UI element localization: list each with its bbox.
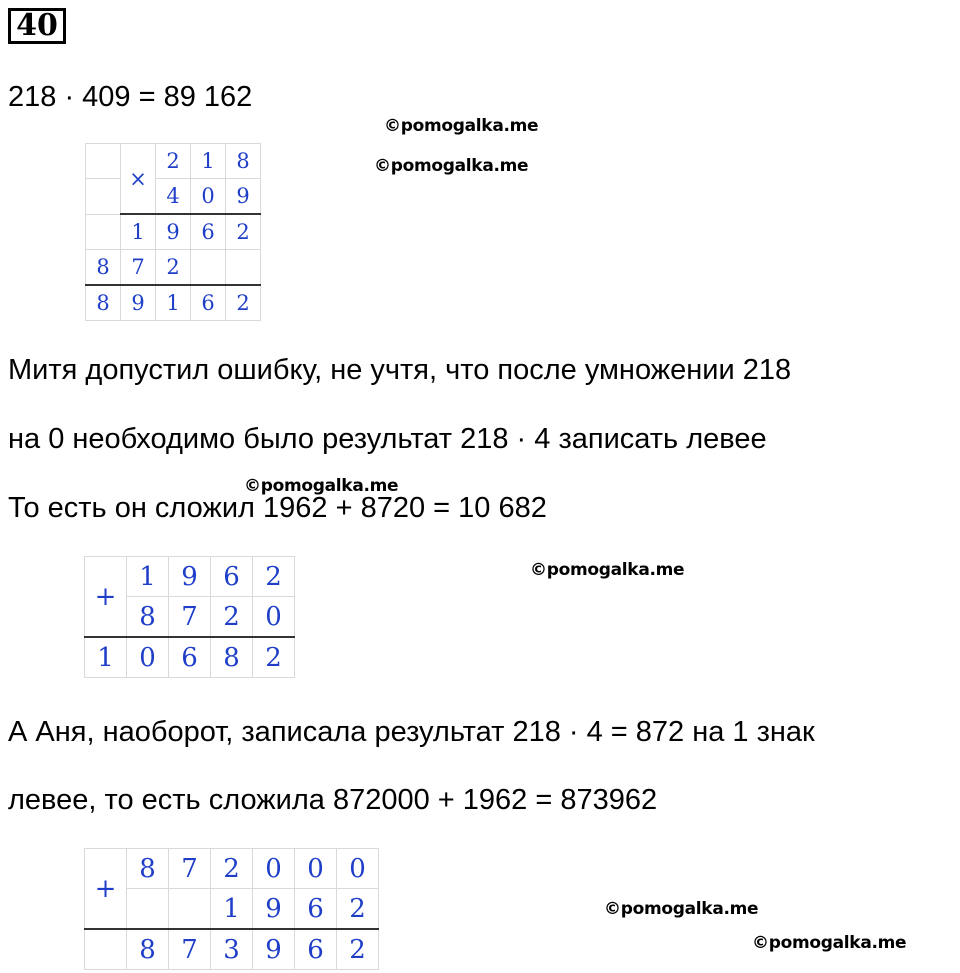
grid-cell: 8 xyxy=(127,849,169,889)
result-cell: 8 xyxy=(86,285,121,321)
mitya-addition-grid xyxy=(84,556,295,678)
result-cell: 8 xyxy=(211,637,253,678)
grid-cell: 0 xyxy=(253,597,295,638)
grid-cell: 9 xyxy=(156,214,191,250)
grid-cell: 6 xyxy=(191,214,226,250)
plus-operator: + xyxy=(85,557,127,638)
anya-addition-grid xyxy=(84,848,379,970)
result-cell: 6 xyxy=(169,637,211,678)
result-cell: 2 xyxy=(253,637,295,678)
multiplication-grid xyxy=(85,143,261,321)
grid-cell: 9 xyxy=(169,557,211,597)
grid-cell: 2 xyxy=(156,144,191,179)
grid-cell: 6 xyxy=(295,889,337,930)
watermark-2: ©pomogalka.me xyxy=(374,156,529,176)
grid-cell xyxy=(191,250,226,286)
grid-cell: 8 xyxy=(86,250,121,286)
result-cell: 6 xyxy=(191,285,226,321)
grid-cell xyxy=(127,889,169,930)
grid-cell: 8 xyxy=(226,144,261,179)
grid-cell: 9 xyxy=(226,179,261,215)
grid-cell: 0 xyxy=(191,179,226,215)
result-cell: 7 xyxy=(169,929,211,970)
equation-line: 218 · 409 = 89 162 xyxy=(8,81,253,113)
grid-cell: 7 xyxy=(169,597,211,638)
grid-cell: 9 xyxy=(253,889,295,930)
grid-cell: 7 xyxy=(121,250,156,286)
mitya-line-1: Митя допустил ошибку, не учтя, что после умножении 218 xyxy=(8,354,792,386)
grid-cell xyxy=(86,144,121,179)
result-cell xyxy=(85,929,127,970)
grid-cell: 2 xyxy=(211,849,253,889)
multiply-operator: × xyxy=(121,144,156,215)
grid-cell: 0 xyxy=(295,849,337,889)
grid-cell xyxy=(86,179,121,215)
result-cell: 1 xyxy=(156,285,191,321)
result-cell: 2 xyxy=(226,285,261,321)
grid-cell: 1 xyxy=(121,214,156,250)
result-cell: 3 xyxy=(211,929,253,970)
result-cell: 9 xyxy=(253,929,295,970)
grid-cell: 6 xyxy=(211,557,253,597)
watermark-1: ©pomogalka.me xyxy=(384,116,539,136)
anya-line-1: А Аня, наоборот, записала результат 218 · 4 = 872 на 1 знак xyxy=(8,716,815,748)
grid-cell xyxy=(169,889,211,930)
result-cell: 6 xyxy=(295,929,337,970)
result-cell: 2 xyxy=(337,929,379,970)
result-cell: 8 xyxy=(127,929,169,970)
grid-cell xyxy=(226,250,261,286)
watermark-4: ©pomogalka.me xyxy=(530,560,685,580)
task-number: 40 xyxy=(8,8,66,44)
grid-cell: 2 xyxy=(211,597,253,638)
grid-cell: 1 xyxy=(211,889,253,930)
grid-cell: 1 xyxy=(127,557,169,597)
watermark-5: ©pomogalka.me xyxy=(604,899,759,919)
result-cell: 0 xyxy=(127,637,169,678)
grid-cell: 1 xyxy=(191,144,226,179)
grid-cell: 2 xyxy=(226,214,261,250)
grid-cell: 2 xyxy=(156,250,191,286)
grid-cell xyxy=(86,214,121,250)
grid-cell: 0 xyxy=(337,849,379,889)
result-cell: 1 xyxy=(85,637,127,678)
mitya-line-2: на 0 необходимо было результат 218 · 4 записать левее xyxy=(8,423,767,455)
grid-cell: 2 xyxy=(337,889,379,930)
grid-cell: 8 xyxy=(127,597,169,638)
watermark-3: ©pomogalka.me xyxy=(244,476,399,496)
grid-cell: 7 xyxy=(169,849,211,889)
result-cell: 9 xyxy=(121,285,156,321)
mitya-line-3: То есть он сложил 1962 + 8720 = 10 682 xyxy=(8,492,547,524)
plus-operator: + xyxy=(85,849,127,930)
grid-cell: 2 xyxy=(253,557,295,597)
grid-cell: 0 xyxy=(253,849,295,889)
grid-cell: 4 xyxy=(156,179,191,215)
watermark-6: ©pomogalka.me xyxy=(752,933,907,953)
anya-line-2: левее, то есть сложила 872000 + 1962 = 873962 xyxy=(8,784,658,816)
